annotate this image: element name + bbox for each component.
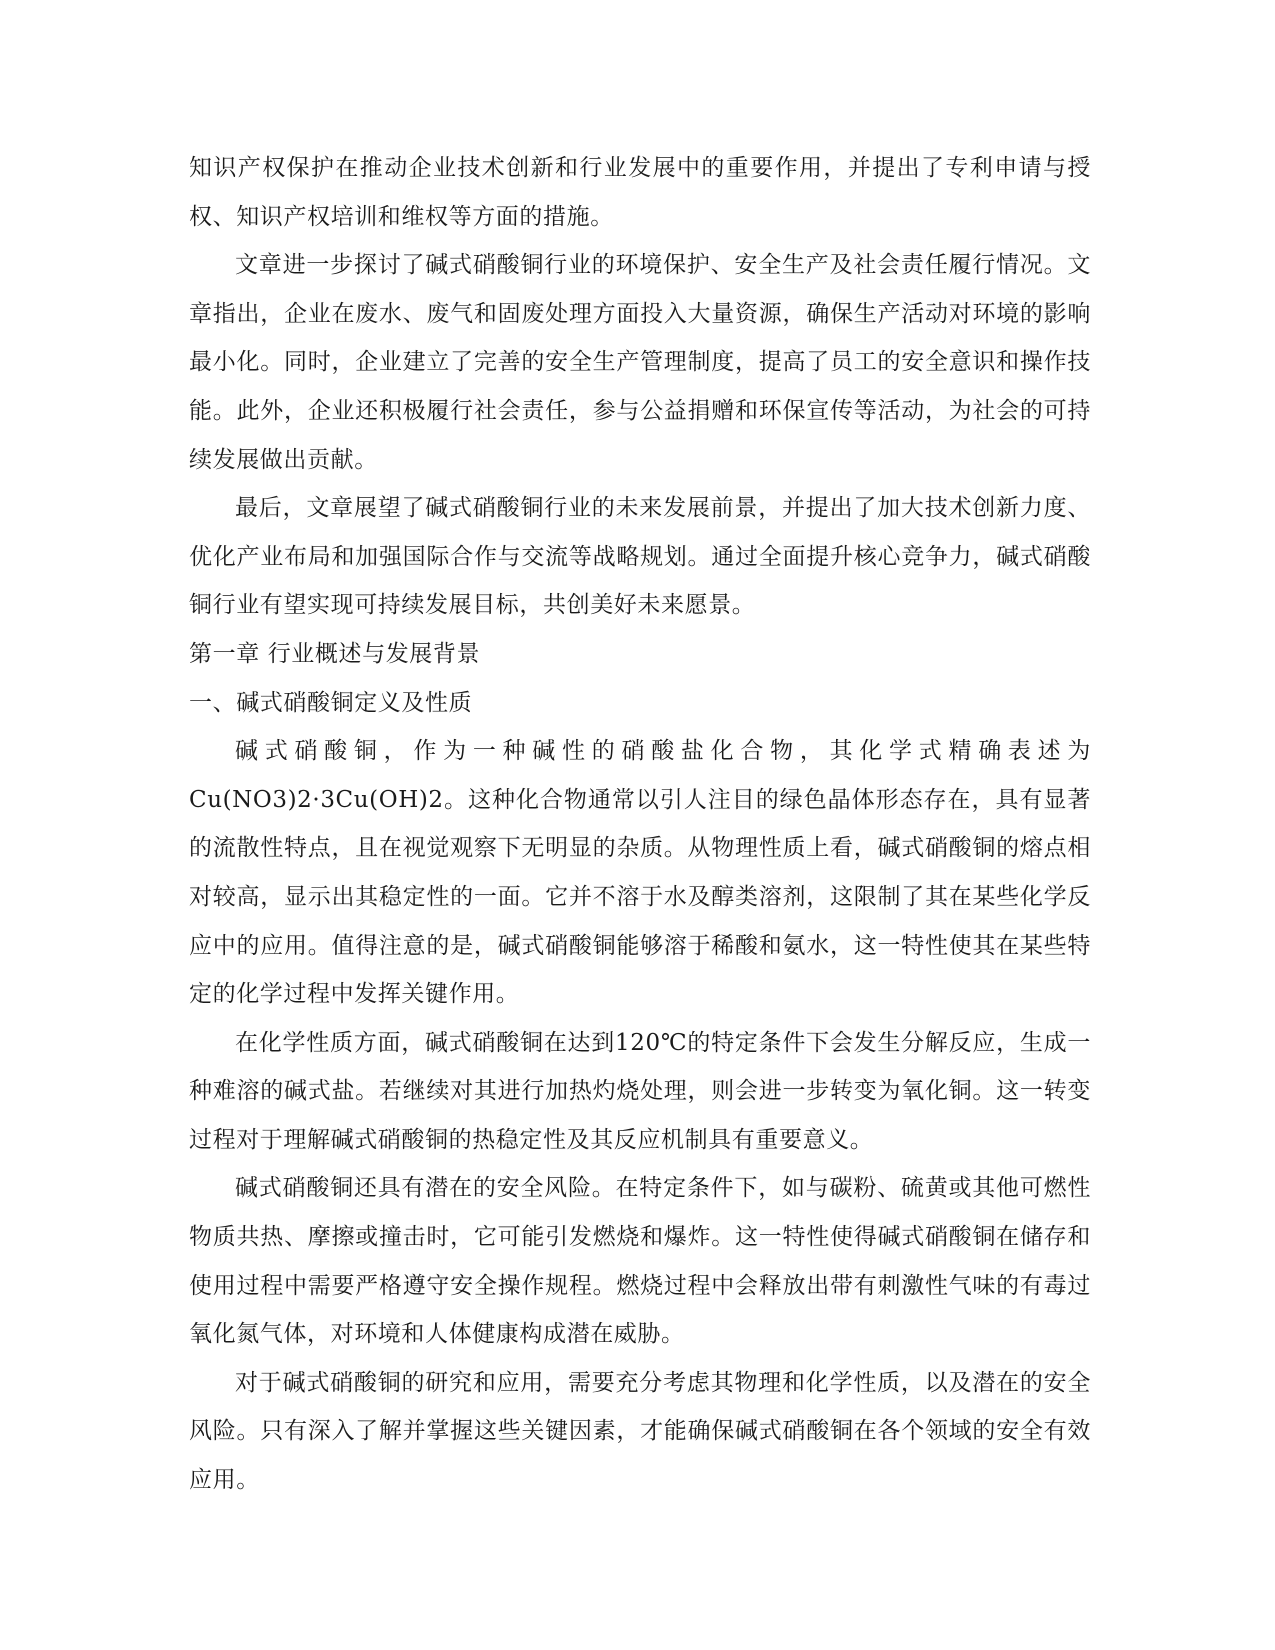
paragraph-environment: 文章进一步探讨了碱式硝酸铜行业的环境保护、安全生产及社会责任履行情况。文章指出，企业在废水、废气和固废处理方面投入大量资源，确保生产活动对环境的影响最小化。同时，企业建立了完善的安全生产管理制度，提高了员工的安全意识和操作技能。此外，企业还积极履行社会责任，参与公益捐赠和环保宣传等活动，为社会的可持续发展做出贡献。: [189, 252, 1091, 473]
section-heading: 一、碱式硝酸铜定义及性质: [189, 689, 473, 716]
paragraph-definition: 碱式硝酸铜，作为一种碱性的硝酸盐化合物，其化学式精确表述为Cu(NO3)2·3Cu(OH)2。这种化合物通常以引人注目的绿色晶体形态存在，具有显著的流散性特点，且在视觉观察下无明显的杂质。从物理性质上看，碱式硝酸铜的熔点相对较高，显示出其稳定性的一面。它并不溶于水及醇类溶剂，这限制了其在某些化学反应中的应用。值得注意的是，碱式硝酸铜能够溶于稀酸和氨水，这一特性使其在某些特定的化学过程中发挥关键作用。: [189, 738, 1091, 1008]
paragraph-chemical-properties: 在化学性质方面，碱式硝酸铜在达到120℃的特定条件下会发生分解反应，生成一种难溶的碱式盐。若继续对其进行加热灼烧处理，则会进一步转变为氧化铜。这一转变过程对于理解碱式硝酸铜的热稳定性及其反应机制具有重要意义。: [189, 1029, 1091, 1153]
chapter-heading: 第一章 行业概述与发展背景: [189, 640, 481, 667]
paragraph-safety-risk: 碱式硝酸铜还具有潜在的安全风险。在特定条件下，如与碳粉、硫黄或其他可燃性物质共热、摩擦或撞击时，它可能引发燃烧和爆炸。这一特性使得碱式硝酸铜在储存和使用过程中需要严格遵守安全操作规程。燃烧过程中会释放出带有刺激性气味的有毒过氧化氮气体，对环境和人体健康构成潜在威胁。: [189, 1175, 1091, 1348]
document-body: [189, 144, 1091, 1505]
paragraph-continued: 知识产权保护在推动企业技术创新和行业发展中的重要作用，并提出了专利申请与授权、知识产权培训和维权等方面的措施。: [189, 155, 1091, 230]
paragraph-outlook: 最后，文章展望了碱式硝酸铜行业的未来发展前景，并提出了加大技术创新力度、优化产业布局和加强国际合作与交流等战略规划。通过全面提升核心竞争力，碱式硝酸铜行业有望实现可持续发展目标，共创美好未来愿景。: [189, 495, 1091, 619]
paragraph-research-application: 对于碱式硝酸铜的研究和应用，需要充分考虑其物理和化学性质，以及潜在的安全风险。只有深入了解并掌握这些关键因素，才能确保碱式硝酸铜在各个领域的安全有效应用。: [189, 1369, 1091, 1494]
